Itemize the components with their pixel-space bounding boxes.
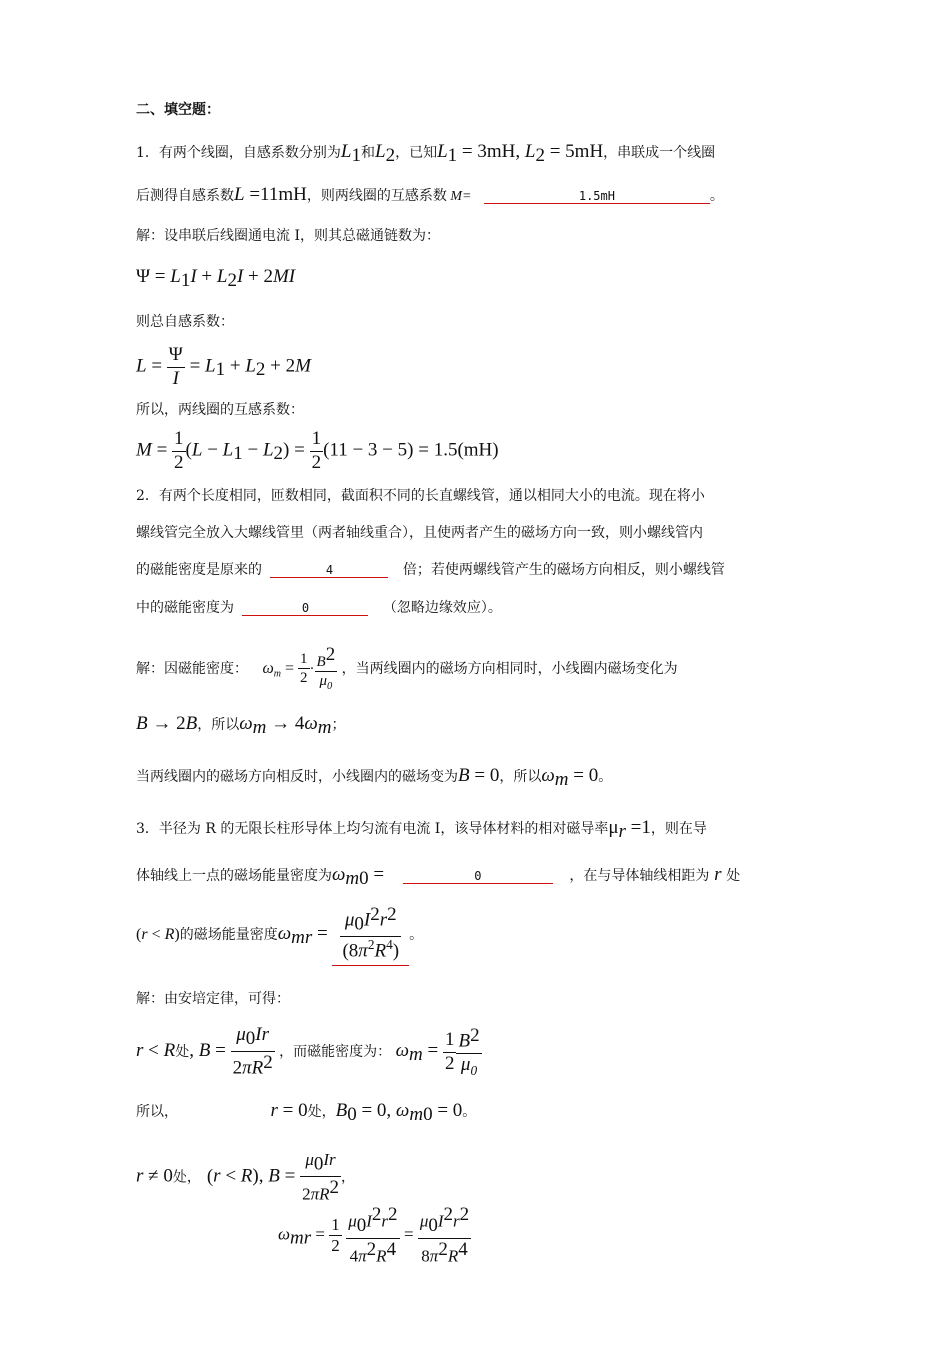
q2-line1: 2．有两个长度相同，匝数相同，截面积不同的长直螺线管，通以相同大小的电流。现在将小 <box>136 488 705 504</box>
q1-solution-intro: 解：设串联后线圈通电流 I，则其总磁通链数为： <box>136 228 440 244</box>
q3-line1: 3．半径为 R 的无限长柱形导体上均匀流有电流 I，该导体材料的相对磁导率$\mu_r =1$，则在导 <box>136 817 707 842</box>
q1-formula-psi: $\Psi = L_1I + L_2I + 2MI$ <box>136 266 296 291</box>
q3-answer1: 0 <box>403 869 553 884</box>
q3-line2: 体轴线上一点的磁场能量密度为$\omega_{m0} = 0$ ，在与导体轴线相距为 r 处 <box>136 864 741 889</box>
q1-so-label: 所以，两线圈的互感系数： <box>136 402 304 418</box>
q2-line2: 螺线管完全放入大螺线管里（两者轴线重合），且使两者产生的磁场方向一致，则小螺线管内 <box>136 525 703 541</box>
q2-line4: 中的磁能密度为 0 （忽略边缘效应）。 <box>136 600 502 616</box>
q2-answer1: 4 <box>270 563 388 578</box>
q2-line3: 的磁能密度是原来的 4 倍；若使两螺线管产生的磁场方向相反，则小螺线管 <box>136 562 725 578</box>
q2-solution-line3: 当两线圈内的磁场方向相反时，小线圈内的磁场变为B = 0，所以$\omega_m = 0$。 <box>136 765 613 790</box>
q3-solution-line4: $\omega_{mr}$ = $\frac{1}{2}$ $\frac{\mu_0I^2r^2}{4\pi^2R^4}$ = $\frac{\mu_0I^2r^2}{8\pi^2R^4}$ <box>278 1204 470 1266</box>
q1-line2: 后测得自感系数L =11mH，则两线圈的互感系数 M= 1.5mH 。 <box>136 184 724 205</box>
section-title: 二、填空题： <box>136 102 220 118</box>
q3-line3: (r < R)的磁场能量密度$\omega_{mr}$ = $\frac{\mu_0I^2r^2}{(8\pi^2R^4)}$ 。 <box>136 904 423 966</box>
q3-solution-line1: r < R处, B = $\frac{\mu_0Ir}{2\pi R^2}$ ，而磁能密度为： $\omega_m$ = $\frac{1}{2}$ $\frac{B^2}{\mu_0}$ <box>136 1024 480 1079</box>
q1-formula-M: M = $\frac{1}{2}$ $(L - L_1 - L_2)$ = $\frac{1}{2}$ (11 − 3 − 5) = 1.5(mH) <box>136 428 499 473</box>
q3-solution-intro: 解：由安培定律，可得： <box>136 991 290 1007</box>
q3-solution-line2: 所以， r = 0处，$B_0 = 0$, $\omega_{m0} = 0$。 <box>136 1100 477 1125</box>
q1-total-L-label: 则总自感系数： <box>136 314 234 330</box>
q1-answer: 1.5mH <box>484 189 710 204</box>
q2-solution-line1: 解：因磁能密度： $\omega_m$ = $\frac{1}{2}$ · $\frac{B^2}{\mu_0}$ ，当两线圈内的磁场方向相同时，小线圈内磁场变化为 <box>136 644 678 692</box>
q1-line1: 1．有两个线圈，自感系数分别为$L_1$和$L_2$，已知$L_1 = 3mH$, $L_2 = 5mH$，串联成一个线圈 <box>136 141 716 166</box>
q2-solution-line2: B → 2B，所以$\omega_m \to 4\omega_m$； <box>136 713 346 738</box>
q3-answer2: $\frac{\mu_0I^2r^2}{(8\pi^2R^4)}$ <box>332 904 409 966</box>
q2-answer2: 0 <box>242 601 368 616</box>
q3-solution-line3: r ≠ 0处， (r < R), B = $\frac{\mu_0Ir}{2\pi R^2}$ ， <box>136 1150 355 1204</box>
q1-formula-L: L = $\frac{\Psi}{I}$ = $L_1 + L_2 + 2M$ <box>136 344 311 389</box>
